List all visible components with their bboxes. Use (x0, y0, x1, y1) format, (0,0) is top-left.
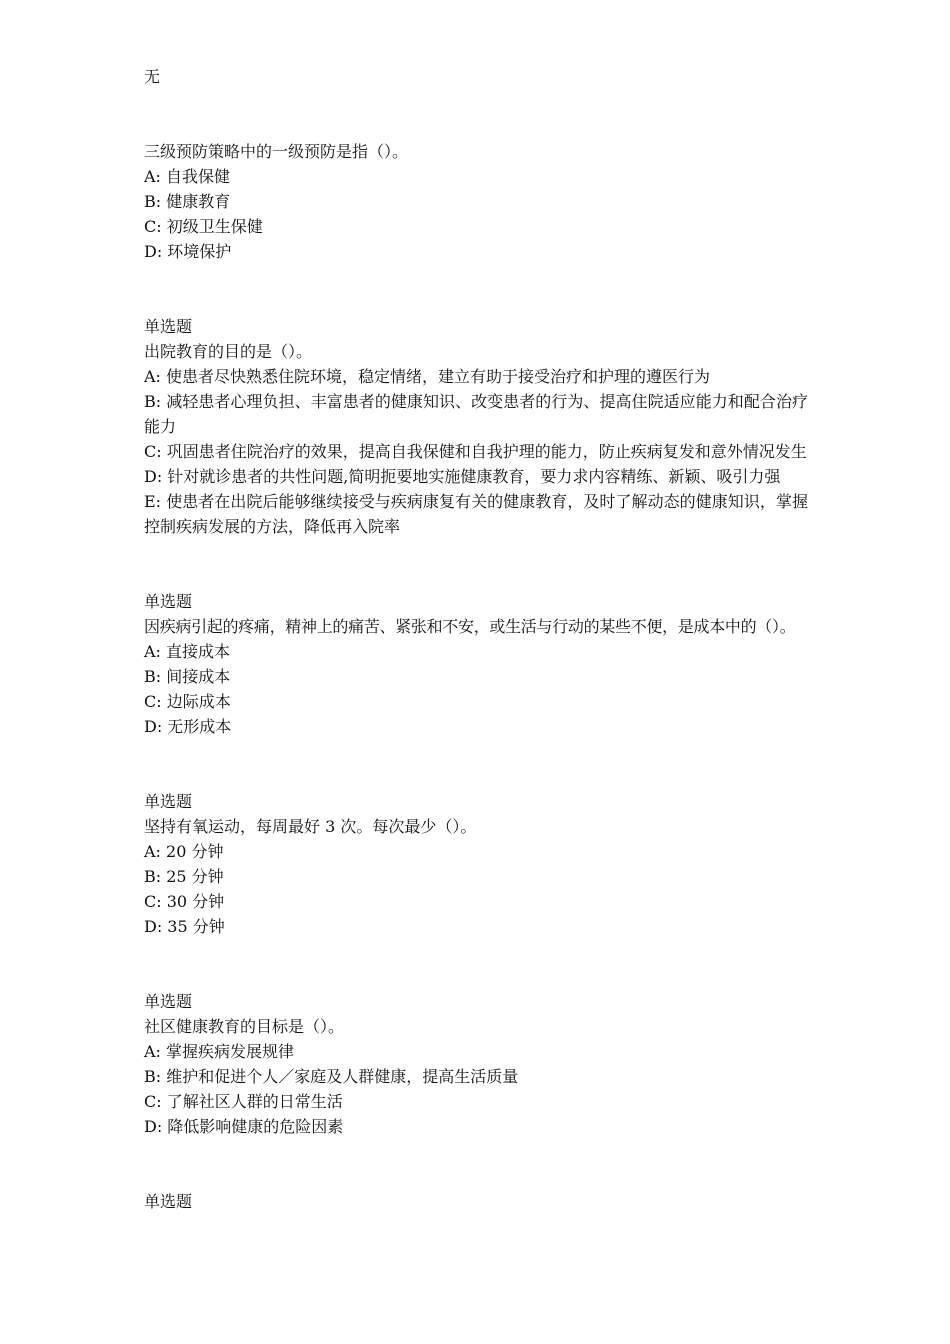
option-d: D: 35 分钟 (144, 917, 225, 936)
option-a: A: 掌握疾病发展规律 (144, 1042, 295, 1061)
question-block (144, 314, 808, 539)
option-b: B: 健康教育 (144, 192, 231, 211)
option-b: B: 维护和促进个人／家庭及人群健康，提高生活质量 (144, 1067, 519, 1086)
question-stem: 三级预防策略中的一级预防是指（）。 (144, 142, 409, 161)
option-c: C: 边际成本 (144, 692, 231, 711)
question-stem: 坚持有氧运动，每周最好 3 次。每次最少（）。 (144, 817, 477, 836)
option-c: C: 初级卫生保健 (144, 217, 263, 236)
question-type: 单选题 (144, 592, 193, 611)
question-block (144, 1189, 808, 1214)
question-stem: 因疾病引起的疼痛，精神上的痛苦、紧张和不安，或生活与行动的某些不便，是成本中的（）。 (144, 617, 796, 636)
option-d: D: 无形成本 (144, 717, 232, 736)
option-c: C: 了解社区人群的日常生活 (144, 1092, 343, 1111)
question-block (144, 989, 808, 1139)
question-stem: 社区健康教育的目标是（）。 (144, 1017, 345, 1036)
option-c: C: 30 分钟 (144, 892, 225, 911)
question-block (144, 789, 808, 939)
option-b: B: 间接成本 (144, 667, 231, 686)
question-block (144, 139, 808, 264)
question-stem: 出院教育的目的是（）。 (144, 342, 313, 361)
question-type: 单选题 (144, 992, 193, 1011)
option-d: D: 针对就诊患者的共性问题,简明扼要地实施健康教育，要力求内容精练、新颖、吸引力强 (144, 467, 781, 486)
option-e: E: 使患者在出院后能够继续接受与疾病康复有关的健康教育，及时了解动态的健康知识，掌握控制疾病发展的方法，降低再入院率 (144, 492, 808, 536)
header-text: 无 (144, 67, 161, 86)
option-b: B: 25 分钟 (144, 867, 224, 886)
question-type: 单选题 (144, 1192, 193, 1211)
option-a: A: 直接成本 (144, 642, 231, 661)
option-c: C: 巩固患者住院治疗的效果，提高自我保健和自我护理的能力，防止疾病复发和意外情况发生 (144, 442, 807, 461)
option-d: D: 环境保护 (144, 242, 232, 261)
option-b: B: 减轻患者心理负担、丰富患者的健康知识、改变患者的行为、提高住院适应能力和配合治疗能力 (144, 392, 808, 436)
option-d: D: 降低影响健康的危险因素 (144, 1117, 344, 1136)
document-content (144, 64, 808, 1214)
option-a: A: 使患者尽快熟悉住院环境，稳定情绪，建立有助于接受治疗和护理的遵医行为 (144, 367, 711, 386)
question-type: 单选题 (144, 317, 193, 336)
option-a: A: 自我保健 (144, 167, 231, 186)
option-a: A: 20 分钟 (144, 842, 224, 861)
question-type: 单选题 (144, 792, 193, 811)
question-block (144, 589, 808, 739)
